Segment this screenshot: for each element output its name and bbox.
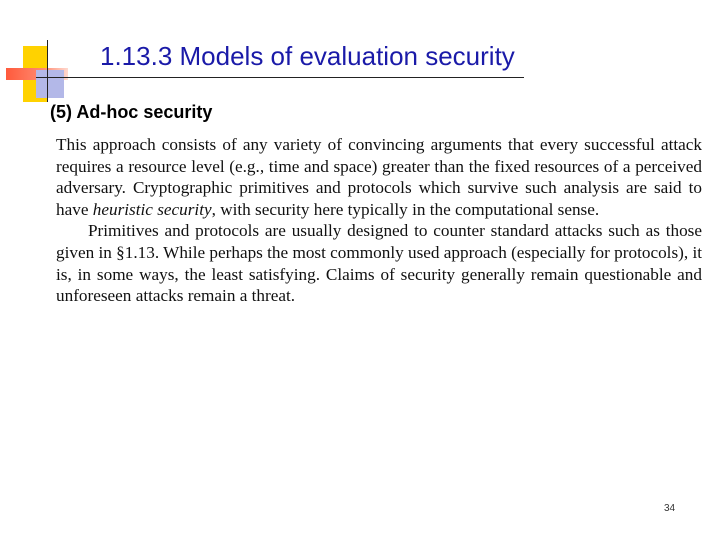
text-excerpt: [56, 134, 702, 307]
heuristic-security-term: heuristic security: [92, 199, 212, 219]
slide-subtitle: (5) Ad-hoc security: [50, 102, 213, 122]
excerpt-paragraph-2: Primitives and protocols are usually designed to counter standard attacks such as those given in §1.13. While perhaps the most commonly used approach (especially for protocols), it is, in some ways, the least satisfying. Claims of security generally remain questionable and unforeseen attacks remain a threat.: [56, 221, 702, 306]
title-underline-rule: [36, 77, 524, 78]
slide-title: 1.13.3 Models of evaluation security: [100, 41, 515, 71]
excerpt-paragraph-1: [56, 134, 702, 220]
paragraph-1-text-a: This approach consists of any variety of convincing arguments that every successful attack requires a resource level (e.g., time and space) greater than the fixed resources of a perceived adversary. Cryptographic primitives and protocols which survive such analysis are said to have: [56, 135, 702, 219]
decorative-blue-square: [36, 70, 64, 98]
page-number: 34: [664, 503, 676, 514]
paragraph-1-text-b: , with security here typically in the computational sense.: [211, 199, 600, 219]
decorative-vertical-rule: [47, 40, 48, 102]
